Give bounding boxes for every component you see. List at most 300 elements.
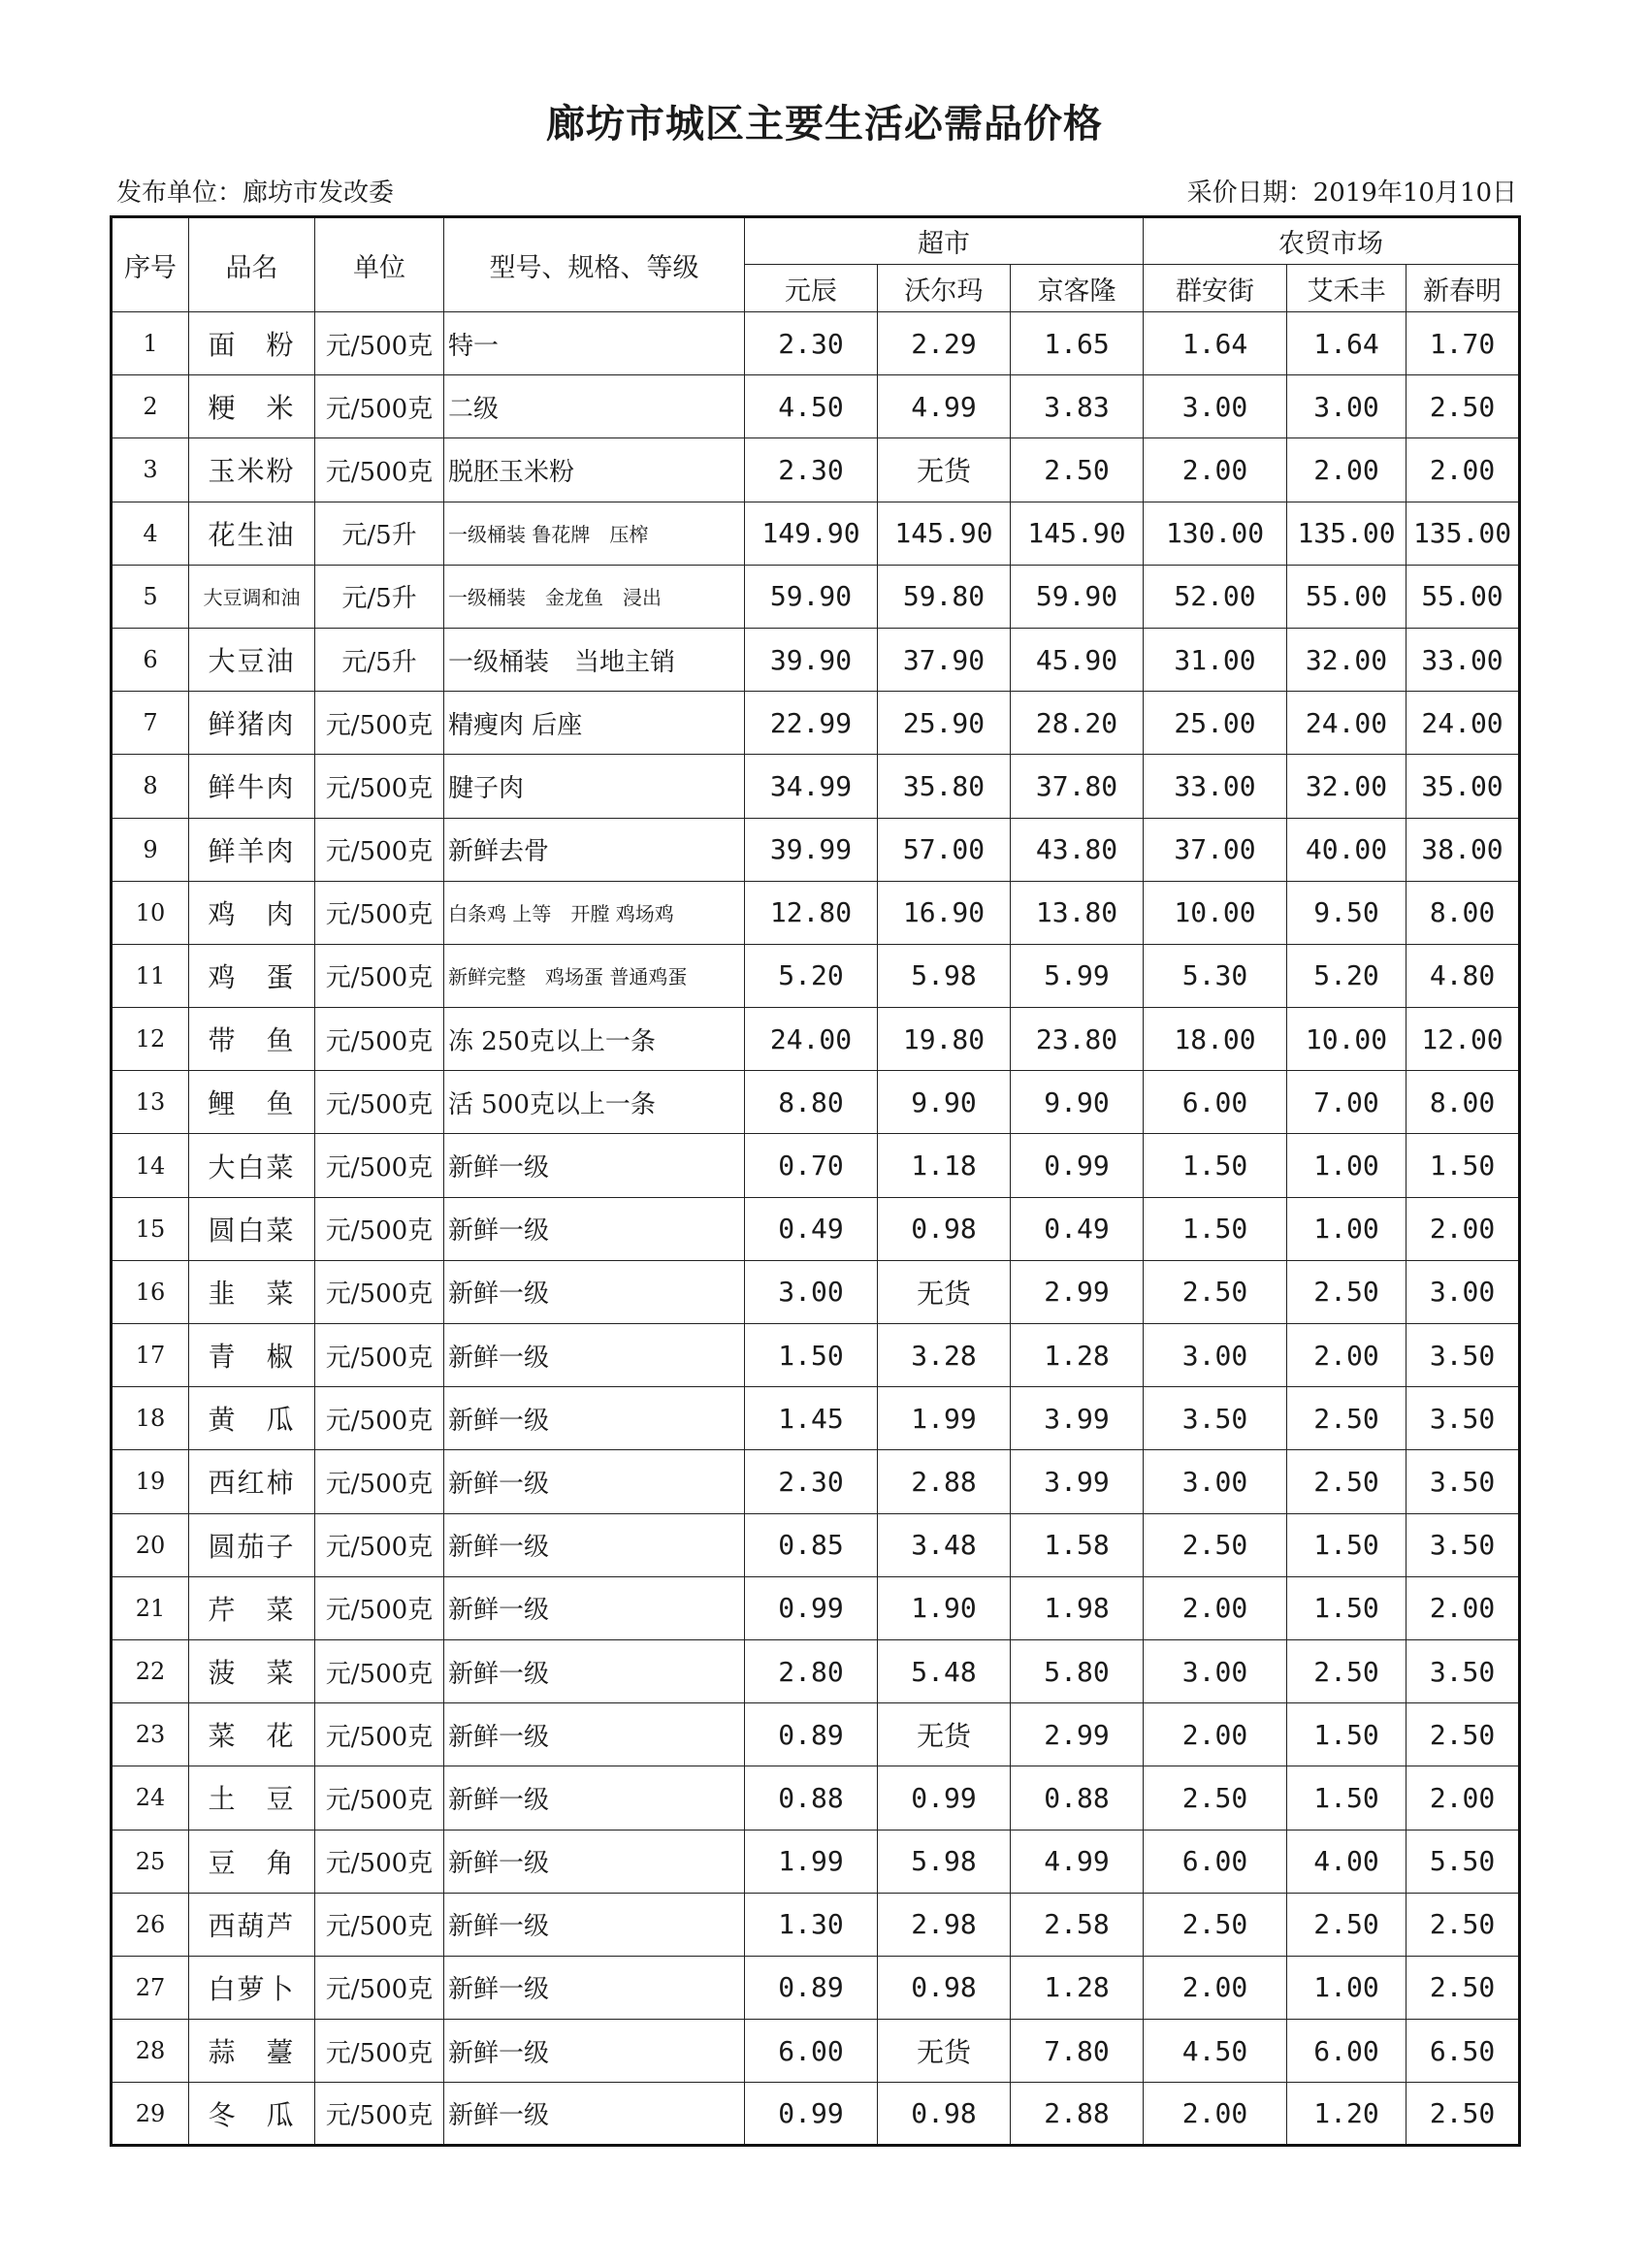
price-cell: 39.90 — [745, 628, 878, 691]
table-row — [112, 1956, 1520, 2019]
price-cell: 2.50 — [1144, 1766, 1287, 1830]
item-unit: 元/500克 — [315, 1008, 444, 1071]
price-cell: 2.99 — [1011, 1703, 1144, 1766]
price-cell: 10.00 — [1144, 881, 1287, 944]
price-table — [110, 215, 1521, 2147]
table-row — [112, 1576, 1520, 1639]
table-row — [112, 375, 1520, 438]
header-name: 品名 — [189, 217, 315, 312]
table-row — [112, 755, 1520, 818]
price-cell: 0.99 — [745, 2083, 878, 2146]
price-cell: 2.50 — [1287, 1639, 1406, 1702]
price-cell: 0.85 — [745, 1513, 878, 1576]
price-cell: 33.00 — [1144, 755, 1287, 818]
item-name: 鲜羊肉 — [189, 818, 315, 881]
price-cell: 2.50 — [1287, 1893, 1406, 1956]
price-cell: 55.00 — [1287, 565, 1406, 628]
price-cell: 1.50 — [1287, 1513, 1406, 1576]
row-number: 16 — [112, 1260, 189, 1323]
price-cell: 1.18 — [878, 1134, 1011, 1197]
price-cell: 13.80 — [1011, 881, 1144, 944]
item-unit: 元/500克 — [315, 1956, 444, 2019]
item-spec: 腱子肉 — [444, 755, 745, 818]
price-cell: 3.00 — [1287, 375, 1406, 438]
header-unit: 单位 — [315, 217, 444, 312]
price-cell: 3.50 — [1406, 1513, 1520, 1576]
price-cell: 2.99 — [1011, 1260, 1144, 1323]
item-name: 大豆油 — [189, 628, 315, 691]
price-cell: 6.00 — [1287, 2020, 1406, 2083]
price-cell: 5.48 — [878, 1639, 1011, 1702]
item-spec: 新鲜一级 — [444, 1639, 745, 1702]
price-cell: 1.20 — [1287, 2083, 1406, 2146]
price-cell: 6.00 — [1144, 1830, 1287, 1893]
item-name: 鲜牛肉 — [189, 755, 315, 818]
price-cell: 2.00 — [1144, 2083, 1287, 2146]
item-name: 圆茄子 — [189, 1513, 315, 1576]
price-cell: 2.88 — [1011, 2083, 1144, 2146]
item-name: 花生油 — [189, 502, 315, 565]
price-cell: 25.00 — [1144, 692, 1287, 755]
row-number: 15 — [112, 1197, 189, 1260]
price-cell: 0.99 — [745, 1576, 878, 1639]
row-number: 18 — [112, 1387, 189, 1450]
item-name: 青 椒 — [189, 1324, 315, 1387]
price-cell: 59.90 — [745, 565, 878, 628]
row-number: 4 — [112, 502, 189, 565]
row-number: 24 — [112, 1766, 189, 1830]
header-store: 京客隆 — [1011, 265, 1144, 312]
price-cell: 8.80 — [745, 1071, 878, 1134]
header-store: 艾禾丰 — [1287, 265, 1406, 312]
price-cell: 59.80 — [878, 565, 1011, 628]
item-unit: 元/500克 — [315, 692, 444, 755]
price-cell: 5.99 — [1011, 944, 1144, 1007]
item-spec: 活 500克以上一条 — [444, 1071, 745, 1134]
price-cell: 3.00 — [745, 1260, 878, 1323]
price-cell: 2.00 — [1144, 1703, 1287, 1766]
price-cell: 1.50 — [1287, 1703, 1406, 1766]
price-cell: 1.28 — [1011, 1956, 1144, 2019]
price-cell: 33.00 — [1406, 628, 1520, 691]
price-cell: 6.00 — [1144, 1071, 1287, 1134]
price-cell: 2.30 — [745, 438, 878, 502]
price-cell: 38.00 — [1406, 818, 1520, 881]
table-row — [112, 692, 1520, 755]
price-cell: 2.00 — [1287, 1324, 1406, 1387]
price-cell: 37.90 — [878, 628, 1011, 691]
price-cell: 2.00 — [1406, 438, 1520, 502]
item-name: 大豆调和油 — [189, 565, 315, 628]
price-cell: 0.88 — [745, 1766, 878, 1830]
row-number: 3 — [112, 438, 189, 502]
price-cell: 3.00 — [1406, 1260, 1520, 1323]
price-cell: 145.90 — [878, 502, 1011, 565]
item-name: 粳 米 — [189, 375, 315, 438]
row-number: 20 — [112, 1513, 189, 1576]
table-row — [112, 312, 1520, 375]
item-spec: 新鲜一级 — [444, 1197, 745, 1260]
price-cell: 8.00 — [1406, 1071, 1520, 1134]
price-cell: 9.50 — [1287, 881, 1406, 944]
price-cell: 2.00 — [1406, 1766, 1520, 1830]
header-store: 元辰 — [745, 265, 878, 312]
item-name: 黄 瓜 — [189, 1387, 315, 1450]
item-spec: 新鲜一级 — [444, 1513, 745, 1576]
price-cell: 12.80 — [745, 881, 878, 944]
item-unit: 元/500克 — [315, 1576, 444, 1639]
row-number: 5 — [112, 565, 189, 628]
price-cell: 1.99 — [878, 1387, 1011, 1450]
item-unit: 元/500克 — [315, 2020, 444, 2083]
price-cell: 7.00 — [1287, 1071, 1406, 1134]
row-number: 10 — [112, 881, 189, 944]
price-cell: 6.50 — [1406, 2020, 1520, 2083]
item-spec: 新鲜一级 — [444, 2020, 745, 2083]
item-unit: 元/5升 — [315, 565, 444, 628]
price-cell: 3.99 — [1011, 1387, 1144, 1450]
price-cell: 145.90 — [1011, 502, 1144, 565]
price-cell: 无货 — [878, 438, 1011, 502]
price-cell: 0.49 — [745, 1197, 878, 1260]
header-store: 群安街 — [1144, 265, 1287, 312]
table-row — [112, 944, 1520, 1007]
price-cell: 1.50 — [1406, 1134, 1520, 1197]
price-cell: 2.50 — [1287, 1260, 1406, 1323]
item-spec: 新鲜一级 — [444, 1260, 745, 1323]
item-spec: 新鲜一级 — [444, 1703, 745, 1766]
price-cell: 35.80 — [878, 755, 1011, 818]
price-cell: 5.98 — [878, 1830, 1011, 1893]
item-spec: 冻 250克以上一条 — [444, 1008, 745, 1071]
row-number: 7 — [112, 692, 189, 755]
price-cell: 25.90 — [878, 692, 1011, 755]
table-row — [112, 1324, 1520, 1387]
item-unit: 元/500克 — [315, 1260, 444, 1323]
price-cell: 2.29 — [878, 312, 1011, 375]
price-cell: 1.00 — [1287, 1134, 1406, 1197]
item-name: 西红柿 — [189, 1450, 315, 1513]
item-spec: 新鲜一级 — [444, 1450, 745, 1513]
price-cell: 0.99 — [1011, 1134, 1144, 1197]
row-number: 11 — [112, 944, 189, 1007]
item-name: 菠 菜 — [189, 1639, 315, 1702]
price-cell: 18.00 — [1144, 1008, 1287, 1071]
item-name: 蒜 薹 — [189, 2020, 315, 2083]
price-cell: 4.99 — [1011, 1830, 1144, 1893]
price-cell: 34.99 — [745, 755, 878, 818]
header-no: 序号 — [112, 217, 189, 312]
item-spec: 一级桶装 当地主销 — [444, 628, 745, 691]
item-unit: 元/500克 — [315, 1893, 444, 1956]
price-cell: 2.50 — [1011, 438, 1144, 502]
table-row — [112, 1450, 1520, 1513]
price-cell: 2.30 — [745, 312, 878, 375]
item-unit: 元/500克 — [315, 1134, 444, 1197]
item-name: 鲜猪肉 — [189, 692, 315, 755]
item-unit: 元/500克 — [315, 375, 444, 438]
price-cell: 2.50 — [1144, 1893, 1287, 1956]
price-cell: 2.80 — [745, 1639, 878, 1702]
price-cell: 39.99 — [745, 818, 878, 881]
price-cell: 0.98 — [878, 1197, 1011, 1260]
row-number: 22 — [112, 1639, 189, 1702]
price-cell: 3.50 — [1406, 1639, 1520, 1702]
item-unit: 元/500克 — [315, 1071, 444, 1134]
price-cell: 4.00 — [1287, 1830, 1406, 1893]
price-cell: 6.00 — [745, 2020, 878, 2083]
item-name: 芹 菜 — [189, 1576, 315, 1639]
price-cell: 无货 — [878, 1260, 1011, 1323]
item-spec: 新鲜一级 — [444, 1830, 745, 1893]
item-name: 带 鱼 — [189, 1008, 315, 1071]
table-row — [112, 502, 1520, 565]
price-cell: 2.00 — [1144, 438, 1287, 502]
item-spec: 特一 — [444, 312, 745, 375]
row-number: 12 — [112, 1008, 189, 1071]
price-cell: 4.80 — [1406, 944, 1520, 1007]
item-name: 韭 菜 — [189, 1260, 315, 1323]
price-cell: 5.98 — [878, 944, 1011, 1007]
table-row — [112, 881, 1520, 944]
price-cell: 无货 — [878, 1703, 1011, 1766]
item-unit: 元/500克 — [315, 1450, 444, 1513]
price-cell: 1.28 — [1011, 1324, 1144, 1387]
price-cell: 19.80 — [878, 1008, 1011, 1071]
table-row — [112, 1830, 1520, 1893]
price-cell: 2.50 — [1406, 1893, 1520, 1956]
item-spec: 新鲜一级 — [444, 1576, 745, 1639]
price-cell: 0.49 — [1011, 1197, 1144, 1260]
item-name: 玉米粉 — [189, 438, 315, 502]
item-spec: 脱胚玉米粉 — [444, 438, 745, 502]
price-cell: 3.28 — [878, 1324, 1011, 1387]
table-row — [112, 1513, 1520, 1576]
price-cell: 4.99 — [878, 375, 1011, 438]
row-number: 6 — [112, 628, 189, 691]
price-cell: 9.90 — [1011, 1071, 1144, 1134]
page-title: 廊坊市城区主要生活必需品价格 — [546, 101, 1103, 146]
price-cell: 22.99 — [745, 692, 878, 755]
price-cell: 2.50 — [1144, 1260, 1287, 1323]
price-cell: 1.50 — [1287, 1576, 1406, 1639]
price-cell: 2.50 — [1406, 1703, 1520, 1766]
item-spec: 新鲜一级 — [444, 1956, 745, 2019]
price-cell: 2.00 — [1406, 1576, 1520, 1639]
price-cell: 2.88 — [878, 1450, 1011, 1513]
row-number: 9 — [112, 818, 189, 881]
price-cell: 无货 — [878, 2020, 1011, 2083]
row-number: 14 — [112, 1134, 189, 1197]
price-cell: 2.58 — [1011, 1893, 1144, 1956]
price-cell: 2.98 — [878, 1893, 1011, 1956]
price-cell: 2.00 — [1287, 438, 1406, 502]
row-number: 21 — [112, 1576, 189, 1639]
item-unit: 元/500克 — [315, 1387, 444, 1450]
price-cell: 3.00 — [1144, 1324, 1287, 1387]
table-row — [112, 1071, 1520, 1134]
price-cell: 2.50 — [1287, 1387, 1406, 1450]
item-name: 土 豆 — [189, 1766, 315, 1830]
price-cell: 0.70 — [745, 1134, 878, 1197]
price-cell: 2.50 — [1406, 375, 1520, 438]
item-spec: 二级 — [444, 375, 745, 438]
price-cell: 32.00 — [1287, 628, 1406, 691]
price-cell: 3.50 — [1406, 1324, 1520, 1387]
price-cell: 57.00 — [878, 818, 1011, 881]
item-unit: 元/500克 — [315, 881, 444, 944]
price-cell: 3.00 — [1144, 1450, 1287, 1513]
item-spec: 新鲜一级 — [444, 2083, 745, 2146]
table-row — [112, 438, 1520, 502]
price-cell: 1.50 — [1144, 1197, 1287, 1260]
table-row — [112, 2083, 1520, 2146]
item-spec: 新鲜一级 — [444, 1134, 745, 1197]
item-spec: 新鲜一级 — [444, 1324, 745, 1387]
price-cell: 1.00 — [1287, 1956, 1406, 2019]
item-unit: 元/500克 — [315, 1197, 444, 1260]
item-name: 西葫芦 — [189, 1893, 315, 1956]
item-unit: 元/5升 — [315, 502, 444, 565]
table-row — [112, 565, 1520, 628]
price-cell: 1.45 — [745, 1387, 878, 1450]
price-cell: 3.48 — [878, 1513, 1011, 1576]
row-number: 13 — [112, 1071, 189, 1134]
price-cell: 55.00 — [1406, 565, 1520, 628]
table-row — [112, 1893, 1520, 1956]
price-cell: 37.00 — [1144, 818, 1287, 881]
price-cell: 4.50 — [745, 375, 878, 438]
price-cell: 1.99 — [745, 1830, 878, 1893]
price-cell: 5.50 — [1406, 1830, 1520, 1893]
price-cell: 1.64 — [1287, 312, 1406, 375]
row-number: 1 — [112, 312, 189, 375]
item-unit: 元/500克 — [315, 2083, 444, 2146]
item-unit: 元/500克 — [315, 818, 444, 881]
price-cell: 5.20 — [745, 944, 878, 1007]
price-cell: 1.90 — [878, 1576, 1011, 1639]
price-cell: 0.98 — [878, 1956, 1011, 2019]
price-cell: 1.50 — [1144, 1134, 1287, 1197]
price-cell: 1.65 — [1011, 312, 1144, 375]
price-cell: 0.89 — [745, 1956, 878, 2019]
price-cell: 23.80 — [1011, 1008, 1144, 1071]
price-cell: 12.00 — [1406, 1008, 1520, 1071]
price-cell: 1.64 — [1144, 312, 1287, 375]
price-cell: 2.00 — [1144, 1956, 1287, 2019]
table-row — [112, 818, 1520, 881]
price-cell: 1.50 — [1287, 1766, 1406, 1830]
price-cell: 7.80 — [1011, 2020, 1144, 2083]
table-row — [112, 1639, 1520, 1702]
item-name: 白萝卜 — [189, 1956, 315, 2019]
item-unit: 元/500克 — [315, 755, 444, 818]
price-cell: 24.00 — [745, 1008, 878, 1071]
header-store: 沃尔玛 — [878, 265, 1011, 312]
price-cell: 5.20 — [1287, 944, 1406, 1007]
price-cell: 3.50 — [1406, 1387, 1520, 1450]
item-name: 冬 瓜 — [189, 2083, 315, 2146]
price-cell: 45.90 — [1011, 628, 1144, 691]
header-group-supermarket: 超市 — [745, 217, 1144, 265]
price-cell: 5.30 — [1144, 944, 1287, 1007]
price-cell: 2.50 — [1287, 1450, 1406, 1513]
item-spec: 一级桶装 金龙鱼 浸出 — [444, 565, 745, 628]
item-name: 鲤 鱼 — [189, 1071, 315, 1134]
item-unit: 元/500克 — [315, 1324, 444, 1387]
item-unit: 元/5升 — [315, 628, 444, 691]
item-name: 面 粉 — [189, 312, 315, 375]
row-number: 17 — [112, 1324, 189, 1387]
price-cell: 24.00 — [1406, 692, 1520, 755]
row-number: 19 — [112, 1450, 189, 1513]
price-cell: 37.80 — [1011, 755, 1144, 818]
price-cell: 3.83 — [1011, 375, 1144, 438]
price-cell: 0.88 — [1011, 1766, 1144, 1830]
price-cell: 135.00 — [1406, 502, 1520, 565]
price-cell: 0.89 — [745, 1703, 878, 1766]
price-cell: 35.00 — [1406, 755, 1520, 818]
price-cell: 1.70 — [1406, 312, 1520, 375]
price-cell: 2.30 — [745, 1450, 878, 1513]
price-cell: 43.80 — [1011, 818, 1144, 881]
item-unit: 元/500克 — [315, 944, 444, 1007]
price-cell: 3.00 — [1144, 1639, 1287, 1702]
price-cell: 0.98 — [878, 2083, 1011, 2146]
header-spec: 型号、规格、等级 — [444, 217, 745, 312]
price-cell: 149.90 — [745, 502, 878, 565]
item-unit: 元/500克 — [315, 1830, 444, 1893]
price-cell: 9.90 — [878, 1071, 1011, 1134]
item-unit: 元/500克 — [315, 438, 444, 502]
price-cell: 40.00 — [1287, 818, 1406, 881]
price-cell: 52.00 — [1144, 565, 1287, 628]
item-spec: 新鲜一级 — [444, 1893, 745, 1956]
item-name: 菜 花 — [189, 1703, 315, 1766]
item-spec: 一级桶装 鲁花牌 压榨 — [444, 502, 745, 565]
row-number: 2 — [112, 375, 189, 438]
item-unit: 元/500克 — [315, 1639, 444, 1702]
table-row — [112, 2020, 1520, 2083]
price-cell: 4.50 — [1144, 2020, 1287, 2083]
table-row — [112, 1260, 1520, 1323]
item-spec: 新鲜去骨 — [444, 818, 745, 881]
price-cell: 8.00 — [1406, 881, 1520, 944]
price-cell: 2.50 — [1406, 2083, 1520, 2146]
price-cell: 2.50 — [1144, 1513, 1287, 1576]
table-row — [112, 1766, 1520, 1830]
price-cell: 2.50 — [1406, 1956, 1520, 2019]
price-cell: 3.50 — [1406, 1450, 1520, 1513]
row-number: 29 — [112, 2083, 189, 2146]
price-date-label: 采价日期：2019年10月10日 — [1186, 178, 1517, 208]
price-cell: 24.00 — [1287, 692, 1406, 755]
price-cell: 1.50 — [745, 1324, 878, 1387]
price-cell: 130.00 — [1144, 502, 1287, 565]
table-row — [112, 1387, 1520, 1450]
item-unit: 元/500克 — [315, 1513, 444, 1576]
price-cell: 1.58 — [1011, 1513, 1144, 1576]
row-number: 25 — [112, 1830, 189, 1893]
price-cell: 59.90 — [1011, 565, 1144, 628]
item-name: 鸡 肉 — [189, 881, 315, 944]
row-number: 26 — [112, 1893, 189, 1956]
item-unit: 元/500克 — [315, 1766, 444, 1830]
item-name: 圆白菜 — [189, 1197, 315, 1260]
item-spec: 白条鸡 上等 开膛 鸡场鸡 — [444, 881, 745, 944]
table-row — [112, 1008, 1520, 1071]
item-unit: 元/500克 — [315, 1703, 444, 1766]
